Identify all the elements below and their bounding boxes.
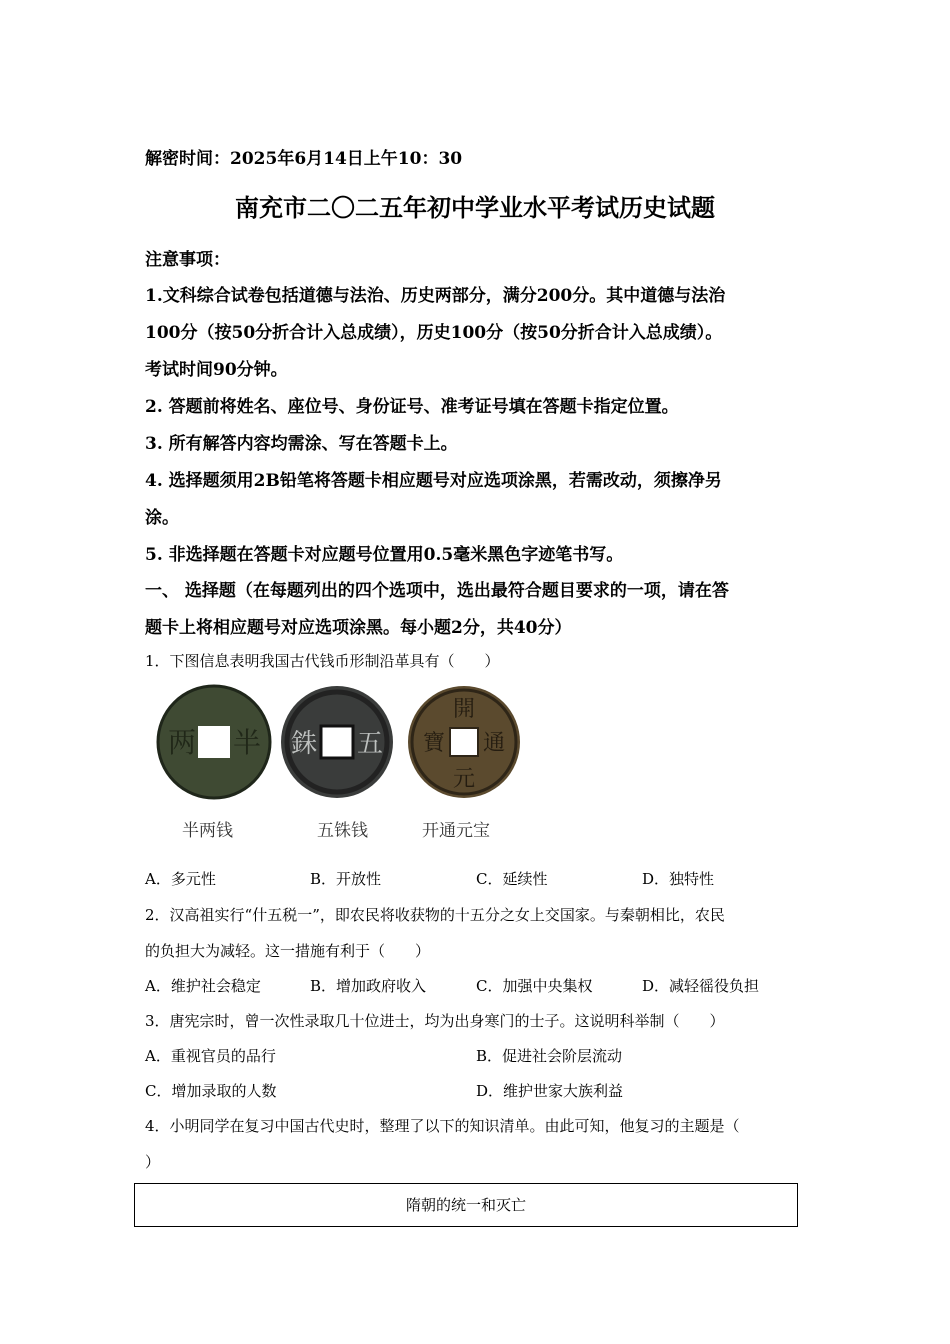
question-4-stem-cont: ） — [145, 1153, 161, 1171]
note-line: 3. 所有解答内容均需涂、写在答题卡上。 — [145, 434, 458, 454]
q1-option-d: D．独特性 — [642, 870, 715, 888]
knowledge-list-title: 隋朝的统一和灭亡 — [405, 1196, 526, 1214]
section-heading-cont: 题卡上将相应题号对应选项涂黑。每小题2分，共40分） — [145, 618, 572, 638]
question-4-stem: 4．小明同学在复习中国古代史时，整理了以下的知识清单。由此可知，他复习的主题是（ — [145, 1117, 740, 1135]
question-1-stem: 1．下图信息表明我国古代钱币形制沿革具有（ ） — [145, 652, 500, 670]
question-3-stem: 3．唐宪宗时，曾一次性录取几十位进士，均为出身寒门的士子。这说明科举制（ ） — [145, 1012, 725, 1030]
note-line: 涂。 — [145, 508, 179, 528]
knowledge-list-box — [134, 1183, 798, 1227]
coin-figure — [152, 682, 532, 842]
wuzhu-left-glyph: 銖 — [290, 729, 318, 759]
kaiyuan-left-glyph: 寶 — [422, 731, 446, 756]
kaiyuan-top-glyph: 開 — [452, 697, 476, 722]
q2-option-a: A．维护社会稳定 — [145, 977, 261, 995]
wuzhu-right-glyph: 五 — [356, 729, 384, 759]
q3-option-b: B．促进社会阶层流动 — [476, 1047, 623, 1065]
coin-caption: 半两钱 — [182, 821, 233, 841]
q3-option-c: C．增加录取的人数 — [145, 1082, 277, 1100]
question-2-stem: 2．汉高祖实行“什五税一”，即农民将收获物的十五分之女上交国家。与秦朝相比，农民 — [145, 906, 725, 924]
coin-caption: 五铢钱 — [317, 821, 368, 841]
q3-option-a: A．重视官员的品行 — [145, 1047, 276, 1065]
section-heading: 一、 选择题（在每题列出的四个选项中，选出最符合题目要求的一项，请在答 — [145, 581, 729, 601]
banliang-right-glyph: 半 — [232, 726, 262, 759]
q3-option-d: D．维护世家大族利益 — [476, 1082, 624, 1100]
note-line: 2. 答题前将姓名、座位号、身份证号、准考证号填在答题卡指定位置。 — [145, 397, 679, 417]
coins-image — [152, 682, 532, 807]
q2-option-d: D．减轻徭役负担 — [642, 977, 760, 995]
banliang-left-glyph: 两 — [167, 726, 197, 759]
coin-caption: 开通元宝 — [422, 821, 490, 841]
q2-option-b: B．增加政府收入 — [310, 977, 427, 995]
note-line: 4. 选择题须用2B铅笔将答题卡相应题号对应选项涂黑，若需改动，须擦净另 — [145, 471, 722, 491]
q1-option-b: B．开放性 — [310, 870, 382, 888]
release-time: 解密时间：2025年6月14日上午10：30 — [145, 149, 463, 169]
kaiyuan-coin — [408, 686, 520, 798]
kaiyuan-right-glyph: 通 — [482, 731, 506, 756]
banliang-coin — [158, 686, 270, 798]
note-line: 100分（按50分折合计入总成绩），历史100分（按50分折合计入总成绩）。 — [145, 323, 723, 343]
q1-option-c: C．延续性 — [476, 870, 548, 888]
notes-heading: 注意事项： — [145, 250, 230, 270]
wuzhu-coin — [281, 686, 393, 798]
note-line: 5. 非选择题在答题卡对应题号位置用0.5毫米黑色字迹笔书写。 — [145, 545, 624, 565]
question-2-stem-cont: 的负担大为减轻。这一措施有利于（ ） — [145, 942, 431, 960]
page-title: 南充市二〇二五年初中学业水平考试历史试题 — [235, 193, 715, 222]
q2-option-c: C．加强中央集权 — [476, 977, 593, 995]
note-line: 1.文科综合试卷包括道德与法治、历史两部分，满分200分。其中道德与法治 — [145, 286, 726, 306]
kaiyuan-bottom-glyph: 元 — [452, 767, 476, 792]
q1-option-a: A．多元性 — [145, 870, 216, 888]
note-line: 考试时间90分钟。 — [145, 360, 288, 380]
